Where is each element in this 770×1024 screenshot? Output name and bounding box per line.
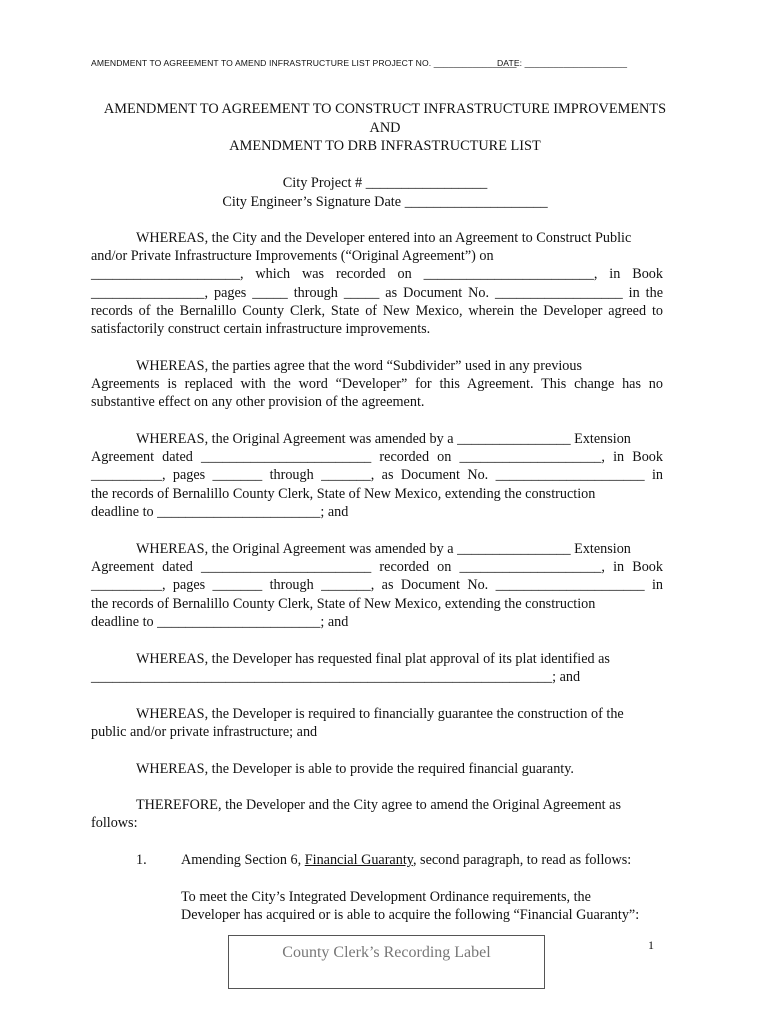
paragraph-line: follows: bbox=[91, 815, 138, 831]
running-header bbox=[91, 58, 651, 68]
paragraph-line: WHEREAS, the Original Agreement was amended by a ________________ Extension bbox=[136, 431, 631, 447]
paragraph-line: substantive effect on any other provision of the agreement. bbox=[91, 394, 425, 410]
page-number: 1 bbox=[648, 938, 654, 952]
paragraph-line: Agreements is replaced with the word “Developer” for this Agreement. This change has no bbox=[91, 376, 663, 392]
paragraph-line: THEREFORE, the Developer and the City agree to amend the Original Agreement as bbox=[136, 797, 621, 813]
project-block bbox=[85, 174, 685, 212]
title-line-1: AMENDMENT TO AGREEMENT TO CONSTRUCT INFRASTRUCTURE IMPROVEMENTS bbox=[103, 101, 667, 117]
paragraph-line: public and/or private infrastructure; and bbox=[91, 724, 318, 740]
section-1-text-line: To meet the City’s Integrated Development Ordinance requirements, the bbox=[181, 889, 591, 905]
engineer-signature-date: City Engineer’s Signature Date ____________________ bbox=[222, 194, 548, 210]
paragraph-line: the records of Bernalillo County Clerk, State of New Mexico, extending the construction bbox=[91, 596, 596, 612]
header-date-line: DATE: _____________________ bbox=[497, 58, 628, 68]
paragraph-line: Agreement dated ________________________ recorded on ____________________, in Book bbox=[91, 449, 663, 465]
recording-label-box bbox=[228, 935, 545, 989]
header-project-line: AMENDMENT TO AGREEMENT TO AMEND INFRASTRUCTURE LIST PROJECT NO. _________________ bbox=[91, 58, 517, 68]
paragraph-line: _________________________________________________________________; and bbox=[91, 669, 581, 685]
paragraph-line: __________, pages _______ through _______, as Document No. _____________________ in bbox=[91, 577, 663, 593]
recording-label-text: County Clerk’s Recording Label bbox=[282, 944, 491, 961]
paragraph-line: WHEREAS, the Original Agreement was amended by a ________________ Extension bbox=[136, 541, 631, 557]
document-title bbox=[85, 100, 685, 156]
title-line-3: AMENDMENT TO DRB INFRASTRUCTURE LIST bbox=[229, 138, 541, 154]
paragraph-line: WHEREAS, the parties agree that the word “Subdivider” used in any previous bbox=[136, 358, 582, 374]
paragraph-line: deadline to _______________________; and bbox=[91, 504, 349, 520]
paragraph-line: records of the Bernalillo County Clerk, State of New Mexico, wherein the Developer agreed to bbox=[91, 303, 663, 319]
paragraph-line: the records of Bernalillo County Clerk, State of New Mexico, extending the construction bbox=[91, 486, 596, 502]
paragraph-line: __________, pages _______ through _______, as Document No. _____________________ in bbox=[91, 467, 663, 483]
paragraph-line: and/or Private Infrastructure Improvements (“Original Agreement”) on bbox=[91, 248, 494, 264]
section-1-text-line: Developer has acquired or is able to acquire the following “Financial Guaranty”: bbox=[181, 907, 640, 923]
section-1-rest: , second paragraph, to read as follows: bbox=[412, 852, 632, 868]
paragraph-line: ________________, pages _____ through _____ as Document No. __________________ in the bbox=[91, 285, 663, 301]
title-line-2: AND bbox=[369, 119, 401, 136]
paragraph-line: WHEREAS, the Developer is required to financially guarantee the construction of the bbox=[136, 706, 624, 722]
city-project-number: City Project # _________________ bbox=[282, 175, 488, 191]
paragraph-line: WHEREAS, the City and the Developer entered into an Agreement to Construct Public bbox=[136, 230, 632, 246]
financial-guaranty-term: Financial Guaranty bbox=[304, 852, 413, 868]
paragraph-line: satisfactorily construct certain infrastructure improvements. bbox=[91, 321, 431, 337]
paragraph-line: WHEREAS, the Developer has requested final plat approval of its plat identified as bbox=[136, 651, 610, 667]
section-1-lead: Amending Section 6, bbox=[181, 852, 305, 868]
paragraph-line: WHEREAS, the Developer is able to provide the required financial guaranty. bbox=[136, 761, 574, 777]
paragraph-line: Agreement dated ________________________ recorded on ____________________, in Book bbox=[91, 559, 663, 575]
paragraph-line: _____________________, which was recorded on ________________________, in Book bbox=[91, 266, 663, 282]
section-1-heading bbox=[181, 852, 631, 869]
paragraph-line: deadline to _______________________; and bbox=[91, 614, 349, 630]
section-number: 1. bbox=[136, 852, 147, 868]
